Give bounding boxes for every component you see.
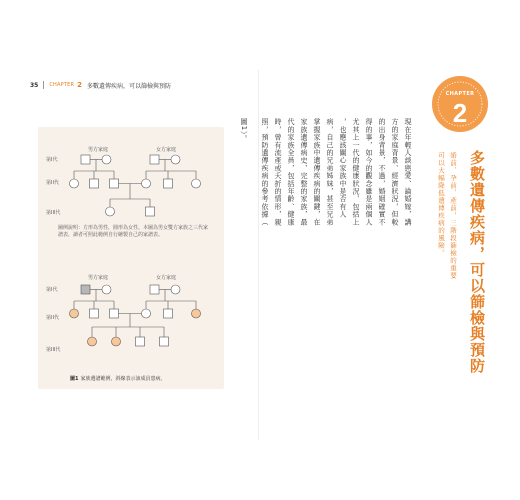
male-symbol xyxy=(160,337,169,346)
header-divider xyxy=(43,81,44,89)
chapter-word: CHAPTER xyxy=(445,91,475,97)
male-symbol xyxy=(146,207,155,216)
female-symbol xyxy=(171,155,180,164)
female-symbol xyxy=(171,285,180,294)
generation-label: 第III代 xyxy=(46,347,61,353)
male-symbol xyxy=(90,309,99,318)
generation-label: 第I代 xyxy=(46,287,58,293)
paternal-family-label: 男方家庭 xyxy=(88,275,109,281)
header-chapter-word: CHAPTER xyxy=(49,82,75,88)
body-column: 照，預防遺傳疾病的參考依據（ xyxy=(261,118,269,226)
female-symbol xyxy=(142,309,151,318)
male-symbol xyxy=(164,309,173,318)
body-column: 尤其上一代的健康狀況，包括上 xyxy=(352,118,360,226)
figure-caption xyxy=(70,375,166,382)
female-symbol xyxy=(142,179,151,188)
male-symbol xyxy=(150,285,159,294)
caption-label: 圖1 xyxy=(70,376,79,382)
generation-label: 第III代 xyxy=(46,210,61,216)
chapter-subtitle: 婚前、孕前、產前，三階段篩檢的重要 xyxy=(449,152,457,280)
chapter-number: 2 xyxy=(452,98,468,128)
pedigree-figure xyxy=(38,127,224,389)
body-column-last: 圖1）。 xyxy=(240,118,248,143)
female-symbol-affected xyxy=(192,309,201,318)
male-symbol xyxy=(164,179,173,188)
female-symbol-affected xyxy=(112,337,121,346)
male-symbol-deceased xyxy=(81,285,90,294)
paternal-family-label: 男方家庭 xyxy=(88,147,109,153)
female-symbol xyxy=(106,207,115,216)
header-chapter-number: 2 xyxy=(77,81,83,89)
generation-label: 第II代 xyxy=(46,180,59,186)
female-symbol-affected xyxy=(70,309,79,318)
body-column: 代的家族全員，包括年齡、健康 xyxy=(287,118,295,226)
body-column: 現在年輕人談戀愛、論婚嫁，講 xyxy=(404,118,412,226)
body-column: 方的家庭背景、經濟狀況，但較 xyxy=(391,118,399,226)
body-column: 掌握家族中遺傳疾病的關鍵，在 xyxy=(313,118,321,226)
male-symbol xyxy=(136,337,145,346)
chapter-headline: 多數遺傳疾病，可以篩檢與預防 xyxy=(468,150,486,374)
header-title: 多數遺傳疾病，可以篩檢與預防 xyxy=(87,82,172,90)
maternal-family-label: 女方家庭 xyxy=(156,275,177,281)
body-column: 時，曾有流產或夭折的情形，親 xyxy=(274,118,282,226)
female-symbol xyxy=(70,179,79,188)
male-symbol xyxy=(110,309,119,318)
female-symbol xyxy=(102,155,111,164)
pedigree-diagram xyxy=(38,127,224,389)
chapter-subtitle: 可以大幅降低遺傳疾病的風險。 xyxy=(437,152,445,257)
body-column: 家族遺傳病史，完整的家族，最 xyxy=(300,118,308,226)
body-column: ，也應該關心家族中是否有人 xyxy=(339,118,347,219)
male-symbol xyxy=(150,155,159,164)
figure-note: 圖例說明：方形為男性，圓形為女性。本圖為男女雙方家族之三代家譜表，讀者可照此範例自行繪製自己的家譜表。 xyxy=(58,225,209,238)
generation-label: 第I代 xyxy=(46,157,58,163)
male-symbol xyxy=(81,155,90,164)
body-text xyxy=(238,118,413,418)
page-number: 35 xyxy=(30,81,39,89)
body-column: 的出身背景，不過，婚姻確實不 xyxy=(378,118,386,226)
body-column: 得的事，如今的觀念雖是兩個人 xyxy=(365,118,373,226)
male-symbol xyxy=(110,179,119,188)
body-column: 病，自己的兄弟姊妹，甚至兄弟 xyxy=(326,118,334,226)
female-symbol xyxy=(102,285,111,294)
running-header xyxy=(30,78,171,92)
female-symbol xyxy=(192,179,201,188)
maternal-family-label: 女方家庭 xyxy=(156,147,177,153)
female-symbol-affected xyxy=(88,337,97,346)
caption-text: 家族遺譜範例，斜線表示該成員患病。 xyxy=(80,376,166,382)
generation-label: 第II代 xyxy=(46,315,59,321)
male-symbol xyxy=(90,179,99,188)
